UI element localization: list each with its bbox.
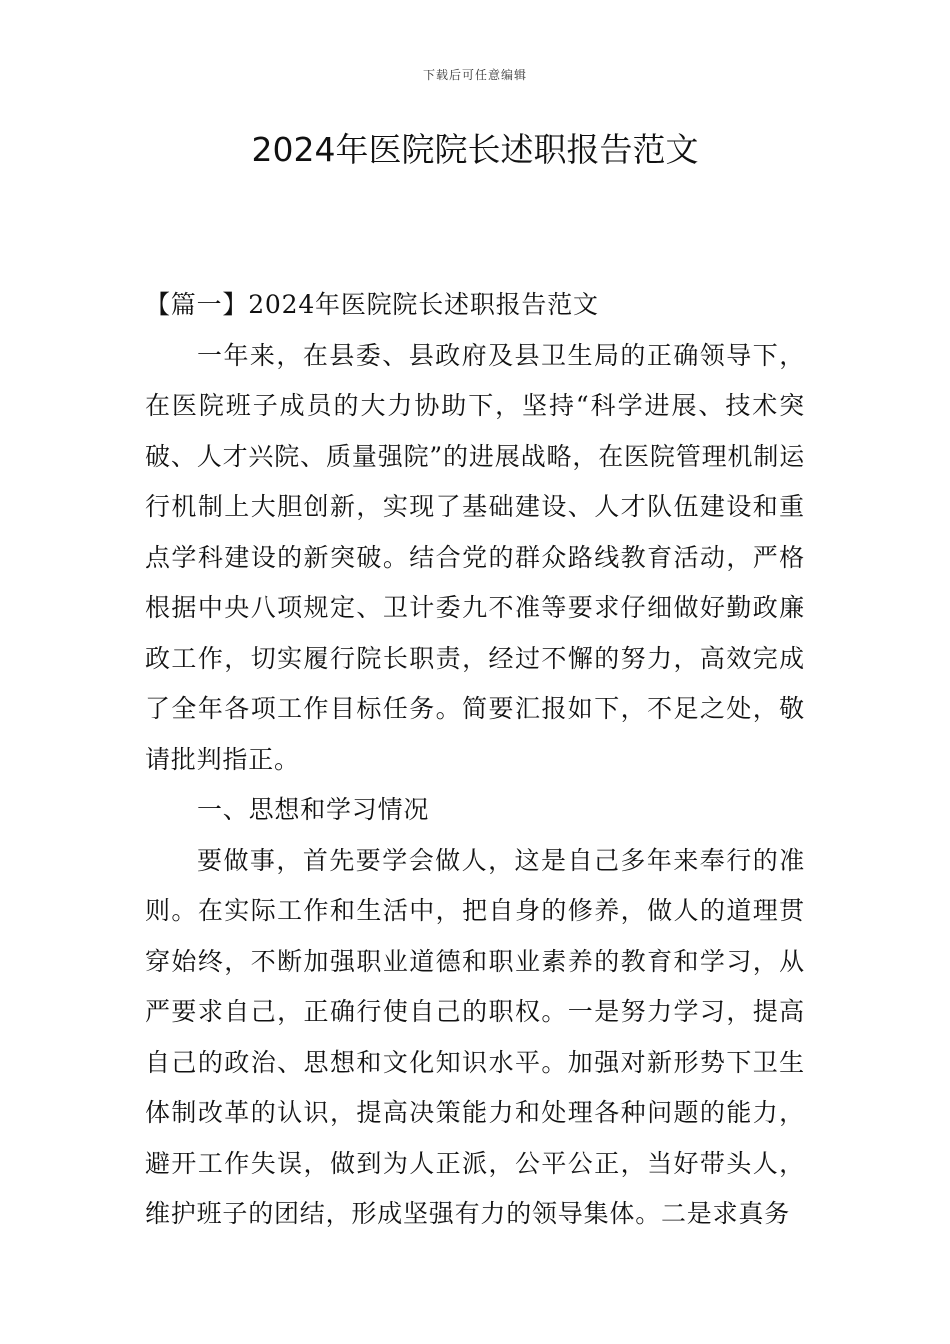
document-title: 2024年医院院长述职报告范文 [251,130,699,169]
section-heading: 【篇一】2024年医院院长述职报告范文 [145,290,599,319]
document-body [145,280,805,1240]
subsection-heading: 一、思想和学习情况 [197,795,430,824]
header-note: 下载后可任意编辑 [422,68,527,82]
paragraph: 要做事，首先要学会做人，这是自己多年来奉行的准则。在实际工作和生活中，把自身的修养，做人的道理贯穿始终，不断加强职业道德和职业素养的教育和学习，从严要求自己，正确行使自己的职权。一是努力学习，提高自己的政治、思想和文化知识水平。加强对新形势下卫生体制改革的认识，提高决策能力和处理各种问题的能力，避开工作失误，做到为人正派，公平公正，当好带头人，维护班子的团结，形成坚强有力的领导集体。二是求真务 [145,845,805,1228]
paragraph: 一年来，在县委、县政府及县卫生局的正确领导下，在医院班子成员的大力协助下，坚持“科学进展、技术突破、人才兴院、质量强院”的进展战略，在医院管理机制运行机制上大胆创新，实现了基础建设、人才队伍建设和重点学科建设的新突破。结合党的群众路线教育活动，严格根据中央八项规定、卫计委九不准等要求仔细做好勤政廉政工作，切实履行院长职责，经过不懈的努力，高效完成了全年各项工作目标任务。简要汇报如下，不足之处，敬请批判指正。 [145,340,805,774]
